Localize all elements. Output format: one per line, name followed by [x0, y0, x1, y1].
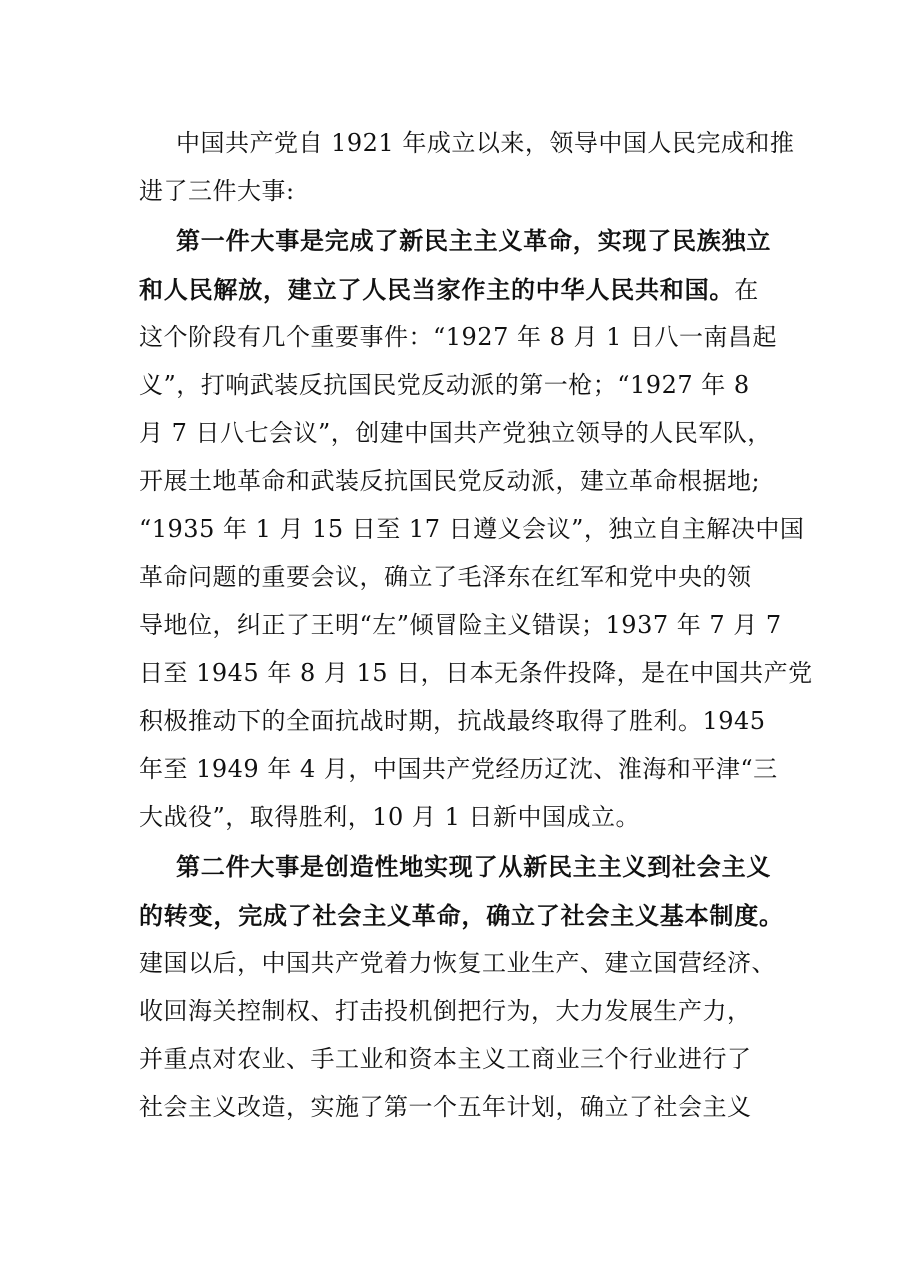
paragraph-1-line-1: 中国共产党自 1921 年成立以来，领导中国人民完成和推 — [176, 129, 795, 157]
paragraph-2-line-8: 革命问题的重要会议，确立了毛泽东在红军和党中央的领 — [139, 563, 752, 591]
paragraph-3-bold-line-2: 的转变，完成了社会主义革命，确立了社会主义基本制度。 — [139, 901, 784, 930]
paragraph-2-line-13: 大战役”，取得胜利，10 月 1 日新中国成立。 — [139, 803, 640, 831]
paragraph-3-line-6: 社会主义改造，实施了第一个五年计划，确立了社会主义 — [139, 1093, 752, 1121]
paragraph-2-line-6: 开展土地革命和武装反抗国民党反动派，建立革命根据地; — [139, 467, 761, 495]
paragraph-3-line-4: 收回海关控制权、打击投机倒把行为，大力发展生产力， — [139, 997, 752, 1025]
paragraph-2-line-12: 年至 1949 年 4 月，中国共产党经历辽沈、淮海和平津“三 — [139, 755, 778, 783]
paragraph-2-line-2 — [139, 275, 759, 305]
paragraph-2-bold-line-1: 第一件大事是完成了新民主主义革命，实现了民族独立 — [176, 226, 772, 255]
paragraph-2-line-11: 积极推动下的全面抗战时期，抗战最终取得了胜利。1945 — [139, 707, 766, 735]
paragraph-2-line-3: 这个阶段有几个重要事件：“1927 年 8 月 1 日八一南昌起 — [139, 323, 778, 351]
paragraph-2-line-7: “1935 年 1 月 15 日至 17 日遵义会议”，独立自主解决中国 — [139, 515, 805, 543]
paragraph-3-line-3: 建国以后，中国共产党着力恢复工业生产、建立国营经济、 — [139, 949, 776, 977]
paragraph-2-line-10: 日至 1945 年 8 月 15 日，日本无条件投降，是在中国共产党 — [139, 659, 813, 687]
paragraph-2-line-2-tail: 在 — [734, 276, 759, 304]
paragraph-2-bold-line-2: 和人民解放，建立了人民当家作主的中华人民共和国。 — [139, 275, 735, 304]
paragraph-2-line-5: 月 7 日八七会议”，创建中国共产党独立领导的人民军队， — [139, 419, 772, 447]
paragraph-1-line-2: 进了三件大事: — [139, 177, 295, 205]
paragraph-3-line-5: 并重点对农业、手工业和资本主义工商业三个行业进行了 — [139, 1045, 752, 1073]
paragraph-2-line-9: 导地位，纠正了王明“左”倾冒险主义错误；1937 年 7 月 7 — [139, 611, 782, 639]
paragraph-3-bold-line-1: 第二件大事是创造性地实现了从新民主主义到社会主义 — [176, 852, 772, 881]
paragraph-2-line-4: 义”，打响武装反抗国民党反动派的第一枪；“1927 年 8 — [139, 371, 750, 399]
